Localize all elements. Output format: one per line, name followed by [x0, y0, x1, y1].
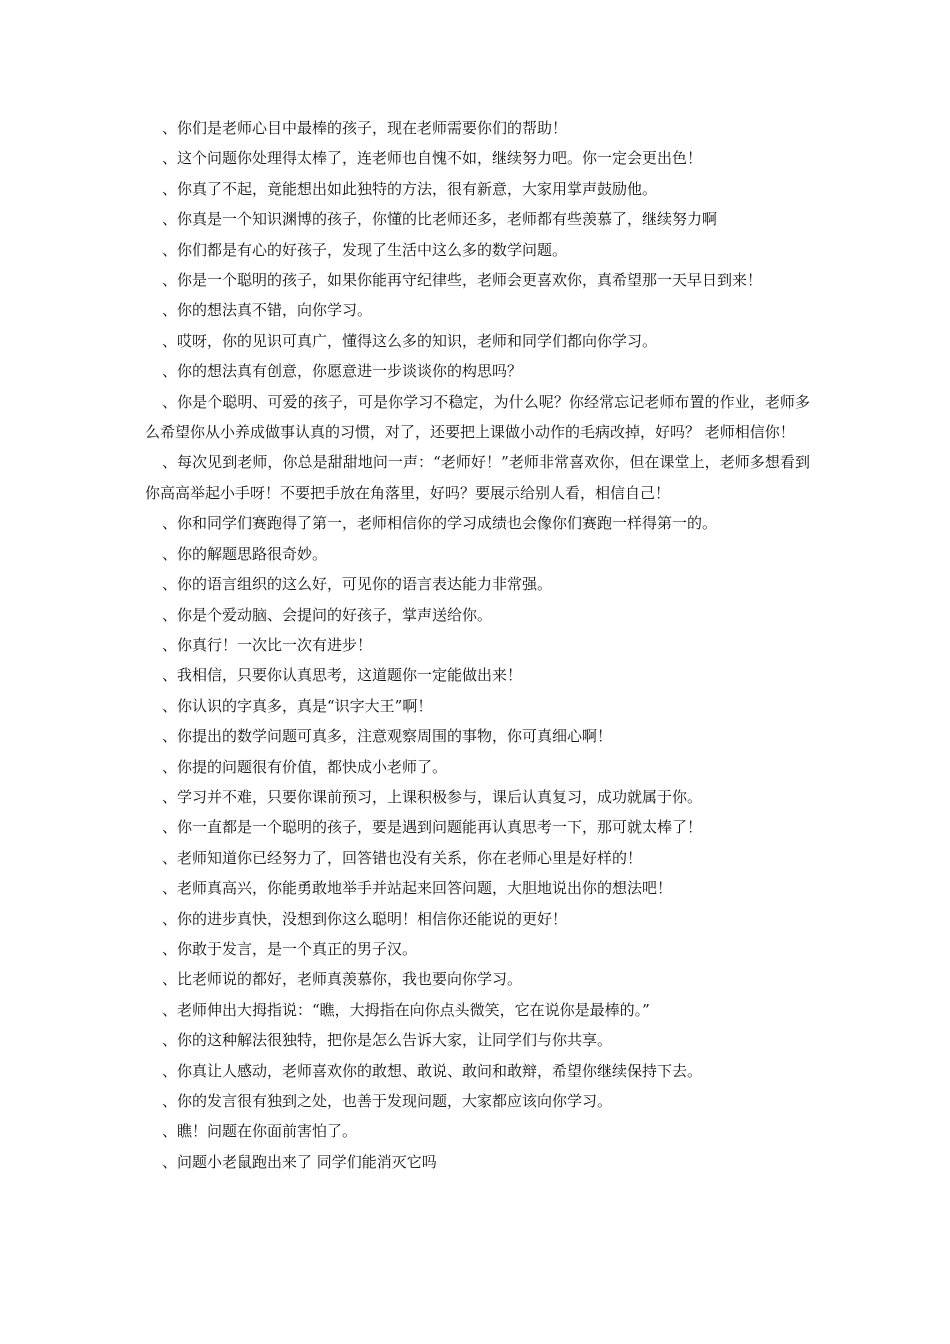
- text-line: 、你提的问题很有价值，都快成小老师了。: [162, 757, 448, 776]
- text-line: 、你们都是有心的好孩子，发现了生活中这么多的数学问题。: [162, 240, 568, 259]
- text-line: 、你是个爱动脑、会提问的好孩子，掌声送给你。: [162, 605, 493, 624]
- text-line: 、你的语言组织的这么好，可见你的语言表达能力非常强。: [162, 575, 553, 594]
- text-line: 、你的这种解法很独特，把你是怎么告诉大家，让同学们与你共享。: [162, 1031, 613, 1050]
- text-line: 、你的发言很有独到之处，也善于发现问题，大家都应该向你学习。: [162, 1092, 613, 1110]
- text-line: 、你真了不起，竟能想出如此独特的方法，很有新意，大家用掌声鼓励他。: [162, 179, 658, 198]
- text-line: 、你真行！一次比一次有进步！: [162, 635, 373, 654]
- text-line: 、学习并不难，只要你课前预习，上课积极参与，课后认真复习，成功就属于你。: [162, 787, 703, 806]
- document-body: [145, 113, 810, 1177]
- text-line: 、这个问题你处理得太棒了，连老师也自愧不如，继续努力吧。你一定会更出色！: [162, 149, 703, 168]
- text-line: 、老师真高兴，你能勇敢地举手并站起来回答问题，大胆地说出你的想法吧！: [162, 879, 673, 898]
- text-line: 、你真是一个知识渊博的孩子，你懂的比老师还多，老师都有些羡慕了，继续努力啊: [162, 210, 718, 229]
- text-line: 、哎呀，你的见识可真广，懂得这么多的知识，老师和同学们都向你学习。: [162, 331, 658, 350]
- text-line: 、你的进步真快，没想到你这么聪明！相信你还能说的更好！: [162, 909, 568, 928]
- text-line: 、你敢于发言，是一个真正的男子汉。: [162, 939, 418, 958]
- text-line: 、你提出的数学问题可真多，注意观察周围的事物，你可真细心啊！: [162, 727, 613, 746]
- text-line: 、你们是老师心目中最棒的孩子，现在老师需要你们的帮助！: [162, 119, 568, 137]
- text-paragraph: 、你是个聪明、可爱的孩子，可是你学习不稳定，为什么呢？你经常忘记老师布置的作业，老师多么希望你从小养成做事认真的习惯，对了，还要把上课做小动作的毛病改掉，好吗？ 老师相信你！: [145, 392, 810, 442]
- text-line: 、老师知道你已经努力了，回答错也没有关系，你在老师心里是好样的！: [162, 848, 643, 867]
- text-line: 、老师伸出大拇指说：“瞧，大拇指在向你点头微笑，它在说你是最棒的。”: [162, 1000, 650, 1019]
- text-line: 、我相信，只要你认真思考，这道题你一定能做出来！: [162, 666, 523, 685]
- text-line: 、你认识的字真多，真是“识字大王”啊！: [162, 696, 433, 715]
- text-line: 、你一直都是一个聪明的孩子，要是遇到问题能再认真思考一下，那可就太棒了！: [162, 818, 703, 837]
- text-line: 、你的想法真有创意，你愿意进一步谈谈你的构思吗？: [162, 362, 523, 381]
- text-line: 、你的解题思路很奇妙。: [162, 544, 328, 563]
- text-line: 、你是一个聪明的孩子，如果你能再守纪律些，老师会更喜欢你，真希望那一天早日到来！: [162, 271, 763, 290]
- text-paragraph: 、每次见到老师，你总是甜甜地问一声：“老师好！”老师非常喜欢你，但在课堂上，老师多想看到你高高举起小手呀！不要把手放在角落里，好吗？要展示给别人看，相信自己！: [145, 453, 810, 502]
- text-line: 、瞧！问题在你面前害怕了。: [162, 1122, 358, 1141]
- text-line: 、你真让人感动，老师喜欢你的敢想、敢说、敢问和敢辩，希望你继续保持下去。: [162, 1061, 703, 1080]
- text-line: 、问题小老鼠跑出来了 同学们能消灭它吗: [162, 1152, 437, 1171]
- text-line: 、你和同学们赛跑得了第一，老师相信你的学习成绩也会像你们赛跑一样得第一的。: [162, 514, 718, 533]
- text-line: 、你的想法真不错，向你学习。: [162, 301, 373, 320]
- text-line: 、比老师说的都好，老师真羡慕你，我也要向你学习。: [162, 970, 523, 989]
